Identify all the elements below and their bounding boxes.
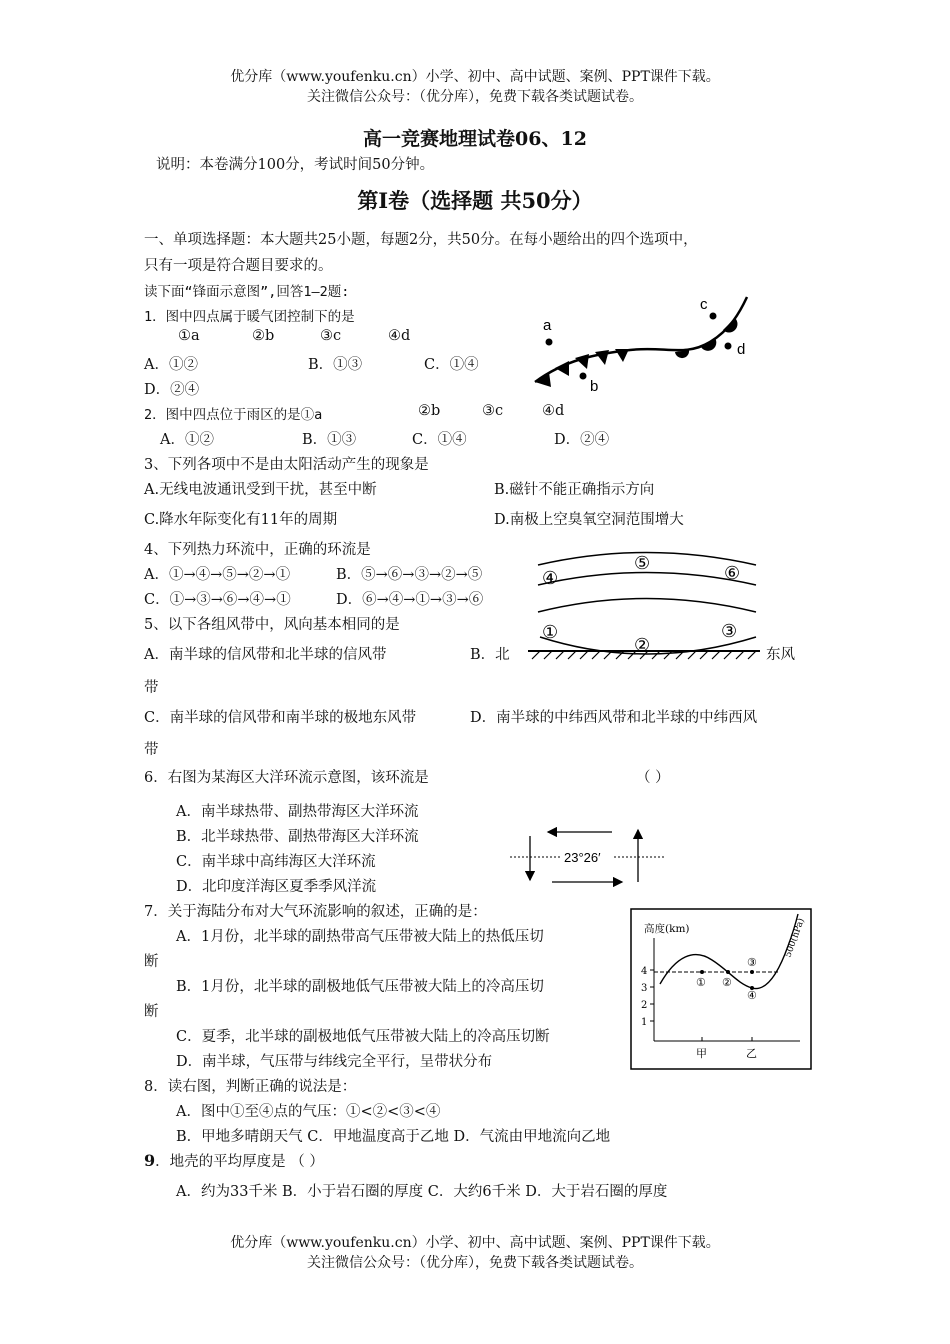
q5-option-b-end: 东风: [766, 647, 795, 663]
intro-read: 读下面“锋面示意图”,回答1—2题:: [144, 284, 350, 300]
pt-label-2: ②: [722, 976, 732, 989]
q8-options-bcd: B．甲地多晴朗天气 C．甲地温度高于乙地 D．气流由甲地流向乙地: [176, 1129, 611, 1145]
q2-option-c: C．①④: [412, 432, 467, 448]
q4-option-b: B．⑤→⑥→③→②→⑤: [336, 567, 483, 583]
q2-choice-4: ④d: [542, 403, 565, 419]
isobar-height-diagram: [630, 908, 812, 1070]
q7-option-d: D．南半球，气压带与纬线完全平行，呈带状分布: [176, 1054, 493, 1070]
q8-stem: 8．读右图，判断正确的说法是：: [144, 1079, 357, 1095]
front-label-d: d: [737, 341, 746, 358]
q5-option-d: D．南半球的中纬西风带和北半球的中纬西风: [470, 710, 758, 726]
q7-option-c: C．夏季，北半球的副极地低气压带被大陆上的冷高压切断: [176, 1029, 550, 1045]
q1-option-d: D．②④: [144, 382, 200, 398]
exam-note: 说明：本卷满分100分，考试时间50分钟。: [156, 157, 435, 173]
q3-option-d: D.南极上空臭氧空洞范围增大: [494, 512, 684, 528]
intro-line-1: 一、单项选择题：本大题共25小题，每题2分，共50分。在每小题给出的四个选项中，: [144, 232, 698, 248]
q2-option-b: B．①③: [302, 432, 357, 448]
footer-line-2: 关注微信公众号：（优分库），免费下载各类试题试卷。: [307, 1255, 643, 1271]
point-d-dot: [725, 343, 732, 350]
q1-option-c: C．①④: [424, 357, 479, 373]
section-title: 第Ⅰ卷（选择题 共50分）: [357, 188, 593, 213]
y-axis-label: 高度(km): [644, 923, 690, 935]
q3-option-b: B.磁针不能正确指示方向: [494, 482, 655, 498]
q3-stem: 3、下列各项中不是由太阳活动产生的现象是: [144, 457, 429, 473]
q4-stem: 4、下列热力环流中，正确的环流是: [144, 542, 371, 558]
q6-option-c: C．南半球中高纬海区大洋环流: [176, 854, 376, 870]
circ-label-6: ⑥: [724, 563, 741, 584]
q4-option-d: D．⑥→④→①→③→⑥: [336, 592, 484, 608]
q7-option-a-wrap: 断: [144, 954, 159, 970]
q8-option-a: A．图中①至④点的气压：①<②<③<④: [176, 1104, 441, 1120]
q1-choice-1: ①a: [178, 328, 200, 344]
circ-label-4: ④: [542, 568, 559, 589]
footer-line-1: 优分库（www.youfenku.cn）小学、初中、高中试题、案例、PPT课件下载。: [230, 1235, 720, 1251]
x-label-jia: 甲: [696, 1047, 707, 1060]
pt-label-3: ③: [747, 956, 757, 969]
y-tick-1: 1: [641, 1017, 648, 1028]
intro-line-2: 只有一项是符合题目要求的。: [144, 258, 333, 274]
q3-option-c: C.降水年际变化有11年的周期: [144, 512, 338, 528]
circ-label-1: ①: [542, 622, 559, 643]
isobar-label: 500(hPa): [783, 917, 807, 960]
q5-option-b-start: B．北: [470, 647, 510, 663]
q6-option-d: D．北印度洋海区夏季季风洋流: [176, 879, 377, 895]
circ-label-5: ⑤: [634, 553, 651, 574]
q6-option-b: B．北半球热带、副热带海区大洋环流: [176, 829, 419, 845]
q6-stem: 6．右图为某海区大洋环流示意图，该环流是: [144, 770, 429, 786]
q1-choice-2: ②b: [252, 328, 275, 344]
q1-option-b: B．①③: [308, 357, 363, 373]
header-line-1: 优分库（www.youfenku.cn）小学、初中、高中试题、案例、PPT课件下载。: [230, 69, 720, 85]
q2-option-d: D．②④: [554, 432, 610, 448]
q1-stem: 1．图中四点属于暖气团控制下的是: [144, 309, 355, 325]
point-a-dot: [546, 339, 553, 346]
warm-front-semicircles: [675, 318, 737, 358]
q1-option-a: A．①②: [144, 357, 198, 373]
q7-stem: 7．关于海陆分布对大气环流影响的叙述，正确的是：: [144, 904, 487, 920]
q5-option-c: C．南半球的信风带和南半球的极地东风带: [144, 710, 417, 726]
thermal-circulation-diagram: [528, 545, 768, 670]
pt-label-1: ①: [696, 976, 706, 989]
ocean-circulation-diagram: [508, 820, 668, 888]
q5-option-a: A．南半球的信风带和北半球的信风带: [144, 647, 387, 663]
page-title: 高一竞赛地理试卷06、12: [363, 128, 587, 150]
y-tick-3: 3: [641, 983, 648, 994]
y-tick-2: 2: [641, 1000, 648, 1011]
y-tick-4: 4: [641, 966, 648, 977]
q7-option-b: B．1月份，北半球的副极地低气压带被大陆上的冷高压切: [176, 979, 544, 995]
circ-label-2: ②: [634, 635, 651, 656]
header-line-2: 关注微信公众号：（优分库），免费下载各类试题试卷。: [307, 89, 643, 105]
point-b-dot: [580, 373, 587, 380]
front-label-a: a: [543, 317, 552, 334]
x-label-yi: 乙: [746, 1047, 757, 1060]
q9-number: 9: [144, 1151, 156, 1170]
q5-option-d-wrap: 带: [144, 742, 159, 758]
q6-answer-paren: （ ）: [636, 770, 670, 786]
q7-option-a: A．1月份，北半球的副热带高气压带被大陆上的热低压切: [176, 929, 544, 945]
pt-label-4: ④: [747, 989, 757, 1002]
q2-option-a: A．①②: [160, 432, 214, 448]
q9-stem: ．地壳的平均厚度是 （ ）: [155, 1154, 324, 1170]
q7-option-b-wrap: 断: [144, 1004, 159, 1020]
circ-label-3: ③: [721, 621, 738, 642]
point-c-dot: [710, 313, 717, 320]
q3-option-a: A.无线电波通讯受到干扰，甚至中断: [144, 482, 377, 498]
q2-choice-3: ③c: [482, 403, 504, 419]
q4-option-c: C．①→③→⑥→④→①: [144, 592, 291, 608]
q5-option-b-wrap: 带: [144, 680, 159, 696]
q1-choice-4: ④d: [388, 328, 411, 344]
q9-options: A．约为33千米 B．小于岩石圈的厚度 C．大约6千米 D．大于岩石圈的厚度: [176, 1184, 668, 1200]
q2-stem: 2．图中四点位于雨区的是①a: [144, 407, 323, 423]
q1-choice-3: ③c: [320, 328, 342, 344]
q6-option-a: A．南半球热带、副热带海区大洋环流: [176, 804, 419, 820]
front-diagram: [525, 292, 755, 397]
cold-front-triangles: [535, 349, 629, 387]
q4-option-a: A．①→④→⑤→②→①: [144, 567, 291, 583]
latitude-label: 23°26′: [564, 850, 601, 865]
q5-stem: 5、以下各组风带中，风向基本相同的是: [144, 617, 400, 633]
front-label-c: c: [700, 296, 708, 313]
front-label-b: b: [590, 378, 599, 395]
q2-choice-2: ②b: [418, 403, 441, 419]
